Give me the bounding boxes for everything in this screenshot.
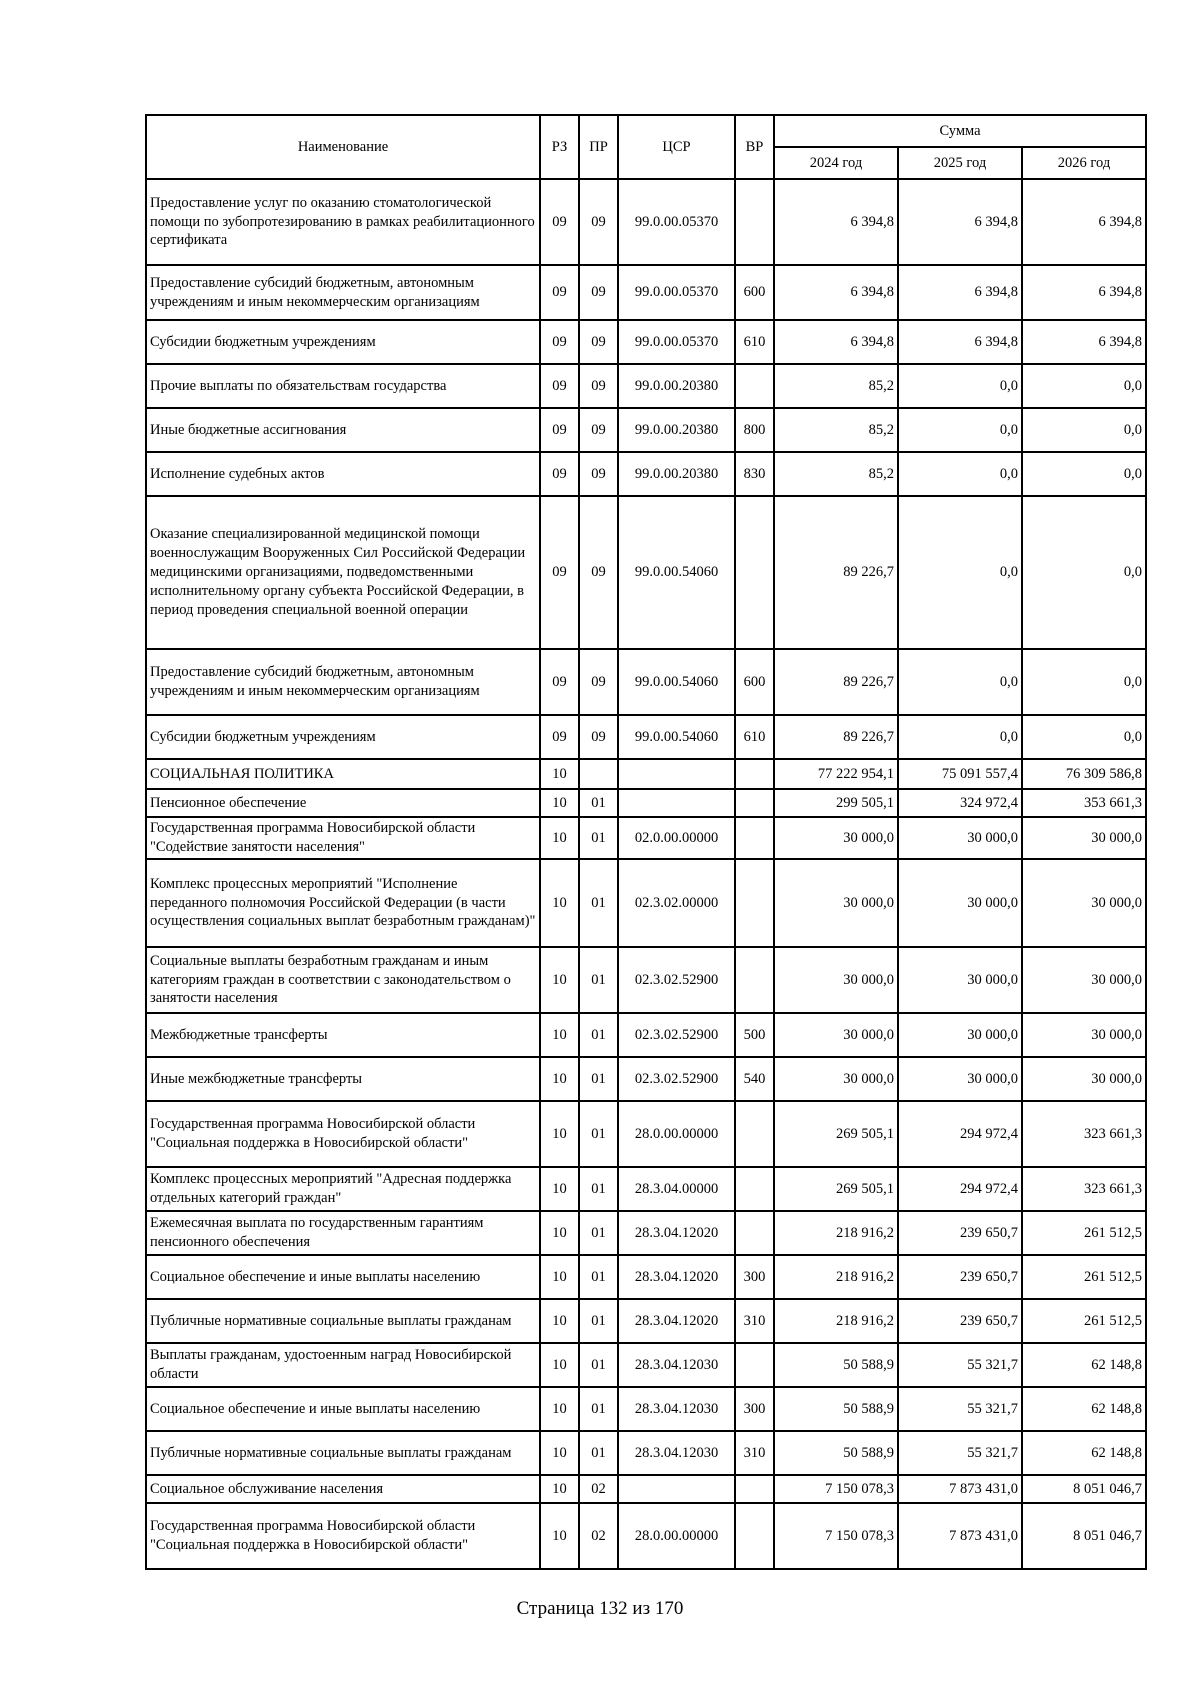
cell-vr: 540 — [735, 1057, 774, 1101]
cell-pr: 01 — [579, 947, 618, 1013]
cell-2024: 218 916,2 — [774, 1211, 898, 1255]
cell-csr: 28.3.04.12020 — [618, 1211, 735, 1255]
table-row — [146, 1211, 1146, 1255]
cell-name: Исполнение судебных актов — [146, 452, 540, 496]
cell-2025: 75 091 557,4 — [898, 759, 1022, 789]
cell-rz: 10 — [540, 1503, 579, 1569]
cell-2026: 76 309 586,8 — [1022, 759, 1146, 789]
cell-2026: 62 148,8 — [1022, 1431, 1146, 1475]
table-row — [146, 1475, 1146, 1503]
cell-2026: 62 148,8 — [1022, 1343, 1146, 1387]
cell-csr: 02.3.02.52900 — [618, 1057, 735, 1101]
table-row — [146, 817, 1146, 859]
table-row — [146, 715, 1146, 759]
cell-2024: 50 588,9 — [774, 1343, 898, 1387]
cell-2024: 85,2 — [774, 364, 898, 408]
cell-vr — [735, 179, 774, 265]
cell-rz: 10 — [540, 1211, 579, 1255]
cell-2024: 89 226,7 — [774, 496, 898, 649]
cell-2025: 294 972,4 — [898, 1167, 1022, 1211]
cell-csr: 28.3.04.12030 — [618, 1343, 735, 1387]
cell-vr — [735, 1167, 774, 1211]
cell-2024: 30 000,0 — [774, 1013, 898, 1057]
cell-2025: 239 650,7 — [898, 1255, 1022, 1299]
cell-csr: 02.3.02.52900 — [618, 947, 735, 1013]
cell-pr: 01 — [579, 1255, 618, 1299]
cell-vr: 500 — [735, 1013, 774, 1057]
cell-name: Публичные нормативные социальные выплаты гражданам — [146, 1431, 540, 1475]
cell-pr: 01 — [579, 1013, 618, 1057]
cell-2025: 7 873 431,0 — [898, 1503, 1022, 1569]
header-csr: ЦСР — [618, 115, 735, 179]
cell-csr: 28.3.04.12020 — [618, 1255, 735, 1299]
budget-table — [145, 114, 1147, 1570]
table-row — [146, 1503, 1146, 1569]
cell-2025: 324 972,4 — [898, 789, 1022, 817]
cell-name: Ежемесячная выплата по государственным гарантиям пенсионного обеспечения — [146, 1211, 540, 1255]
cell-csr: 28.3.04.12020 — [618, 1299, 735, 1343]
cell-2024: 85,2 — [774, 408, 898, 452]
table-row — [146, 1299, 1146, 1343]
cell-csr: 99.0.00.20380 — [618, 408, 735, 452]
cell-csr: 02.3.02.52900 — [618, 1013, 735, 1057]
cell-2026: 8 051 046,7 — [1022, 1503, 1146, 1569]
cell-name: Иные бюджетные ассигнования — [146, 408, 540, 452]
cell-2026: 0,0 — [1022, 649, 1146, 715]
cell-csr — [618, 759, 735, 789]
cell-csr: 28.0.00.00000 — [618, 1101, 735, 1167]
cell-rz: 10 — [540, 1299, 579, 1343]
table-row — [146, 1255, 1146, 1299]
cell-vr — [735, 1343, 774, 1387]
table-row — [146, 265, 1146, 320]
cell-rz: 10 — [540, 859, 579, 947]
cell-vr: 300 — [735, 1255, 774, 1299]
cell-rz: 10 — [540, 817, 579, 859]
cell-rz: 09 — [540, 452, 579, 496]
cell-vr: 300 — [735, 1387, 774, 1431]
table-row — [146, 408, 1146, 452]
cell-2024: 7 150 078,3 — [774, 1475, 898, 1503]
cell-2025: 30 000,0 — [898, 859, 1022, 947]
cell-vr: 600 — [735, 265, 774, 320]
cell-csr: 99.0.00.20380 — [618, 364, 735, 408]
cell-pr: 09 — [579, 649, 618, 715]
cell-name: Социальное обеспечение и иные выплаты населению — [146, 1387, 540, 1431]
cell-rz: 09 — [540, 364, 579, 408]
cell-rz: 09 — [540, 320, 579, 364]
cell-2026: 0,0 — [1022, 364, 1146, 408]
cell-2025: 30 000,0 — [898, 1013, 1022, 1057]
cell-pr: 01 — [579, 1167, 618, 1211]
cell-rz: 10 — [540, 1387, 579, 1431]
cell-csr: 28.0.00.00000 — [618, 1503, 735, 1569]
cell-name: Субсидии бюджетным учреждениям — [146, 320, 540, 364]
cell-2025: 0,0 — [898, 408, 1022, 452]
cell-2026: 323 661,3 — [1022, 1101, 1146, 1167]
cell-pr: 09 — [579, 364, 618, 408]
cell-2026: 261 512,5 — [1022, 1211, 1146, 1255]
cell-2024: 269 505,1 — [774, 1167, 898, 1211]
cell-pr: 09 — [579, 715, 618, 759]
cell-2025: 0,0 — [898, 715, 1022, 759]
cell-2026: 261 512,5 — [1022, 1255, 1146, 1299]
cell-pr: 01 — [579, 1431, 618, 1475]
cell-2024: 7 150 078,3 — [774, 1503, 898, 1569]
table-row — [146, 320, 1146, 364]
cell-name: Государственная программа Новосибирской области "Социальная поддержка в Новосибирской области" — [146, 1101, 540, 1167]
table-row — [146, 496, 1146, 649]
cell-2024: 6 394,8 — [774, 265, 898, 320]
cell-rz: 10 — [540, 1255, 579, 1299]
cell-pr: 09 — [579, 408, 618, 452]
cell-vr: 610 — [735, 320, 774, 364]
table-body — [146, 179, 1146, 1569]
table-row — [146, 649, 1146, 715]
header-name: Наименование — [146, 115, 540, 179]
cell-name: Оказание специализированной медицинской помощи военнослужащим Вооруженных Сил Российской Федерации медицинскими организациями, подведомственными исполнительному органу субъекта Российской Федерации, в период проведения специальной военной операции — [146, 496, 540, 649]
cell-pr — [579, 759, 618, 789]
cell-2025: 30 000,0 — [898, 817, 1022, 859]
cell-rz: 09 — [540, 179, 579, 265]
table-row — [146, 859, 1146, 947]
cell-vr — [735, 1503, 774, 1569]
cell-2024: 89 226,7 — [774, 649, 898, 715]
cell-2026: 30 000,0 — [1022, 1013, 1146, 1057]
cell-name: Государственная программа Новосибирской области "Социальная поддержка в Новосибирской области" — [146, 1503, 540, 1569]
cell-2024: 85,2 — [774, 452, 898, 496]
cell-pr: 09 — [579, 496, 618, 649]
cell-name: Социальное обслуживание населения — [146, 1475, 540, 1503]
cell-rz: 10 — [540, 1013, 579, 1057]
table-row — [146, 1013, 1146, 1057]
cell-vr — [735, 1101, 774, 1167]
cell-2024: 6 394,8 — [774, 179, 898, 265]
table-row — [146, 1057, 1146, 1101]
cell-vr — [735, 859, 774, 947]
cell-vr: 600 — [735, 649, 774, 715]
cell-pr: 09 — [579, 179, 618, 265]
header-year-2024: 2024 год — [774, 147, 898, 179]
cell-name: Социальные выплаты безработным гражданам и иным категориям граждан в соответствии с законодательством о занятости населения — [146, 947, 540, 1013]
cell-rz: 10 — [540, 789, 579, 817]
cell-2025: 30 000,0 — [898, 1057, 1022, 1101]
header-vr: ВР — [735, 115, 774, 179]
cell-csr: 28.3.04.00000 — [618, 1167, 735, 1211]
cell-vr: 830 — [735, 452, 774, 496]
cell-2024: 77 222 954,1 — [774, 759, 898, 789]
page-number: Страница 132 из 170 — [516, 1598, 684, 1619]
cell-name: Выплаты гражданам, удостоенным наград Новосибирской области — [146, 1343, 540, 1387]
cell-rz: 10 — [540, 759, 579, 789]
cell-2025: 6 394,8 — [898, 265, 1022, 320]
cell-rz: 09 — [540, 408, 579, 452]
cell-csr: 99.0.00.54060 — [618, 715, 735, 759]
cell-vr — [735, 817, 774, 859]
cell-2025: 55 321,7 — [898, 1343, 1022, 1387]
cell-pr: 01 — [579, 1211, 618, 1255]
cell-vr: 800 — [735, 408, 774, 452]
cell-2025: 0,0 — [898, 364, 1022, 408]
cell-name: Прочие выплаты по обязательствам государства — [146, 364, 540, 408]
cell-vr — [735, 1211, 774, 1255]
cell-2026: 261 512,5 — [1022, 1299, 1146, 1343]
cell-2024: 299 505,1 — [774, 789, 898, 817]
cell-name: Предоставление субсидий бюджетным, автономным учреждениям и иным некоммерческим организациям — [146, 265, 540, 320]
cell-rz: 10 — [540, 947, 579, 1013]
cell-2026: 30 000,0 — [1022, 859, 1146, 947]
cell-pr: 01 — [579, 859, 618, 947]
cell-pr: 09 — [579, 320, 618, 364]
cell-rz: 09 — [540, 649, 579, 715]
cell-2026: 353 661,3 — [1022, 789, 1146, 817]
cell-name: Комплекс процессных мероприятий "Адресная поддержка отдельных категорий граждан" — [146, 1167, 540, 1211]
table-row — [146, 1431, 1146, 1475]
cell-vr: 610 — [735, 715, 774, 759]
cell-pr: 09 — [579, 452, 618, 496]
cell-name: Государственная программа Новосибирской области "Содействие занятости населения" — [146, 817, 540, 859]
cell-rz: 10 — [540, 1167, 579, 1211]
cell-2025: 6 394,8 — [898, 179, 1022, 265]
cell-2026: 30 000,0 — [1022, 947, 1146, 1013]
cell-pr: 01 — [579, 1057, 618, 1101]
cell-pr: 01 — [579, 789, 618, 817]
cell-csr: 02.0.00.00000 — [618, 817, 735, 859]
table-row — [146, 1167, 1146, 1211]
cell-2025: 6 394,8 — [898, 320, 1022, 364]
table-row — [146, 1387, 1146, 1431]
cell-2025: 294 972,4 — [898, 1101, 1022, 1167]
header-pr: ПР — [579, 115, 618, 179]
cell-rz: 09 — [540, 496, 579, 649]
cell-2025: 0,0 — [898, 452, 1022, 496]
cell-rz: 10 — [540, 1101, 579, 1167]
cell-2024: 50 588,9 — [774, 1431, 898, 1475]
cell-2026: 30 000,0 — [1022, 817, 1146, 859]
cell-2024: 30 000,0 — [774, 859, 898, 947]
cell-2024: 269 505,1 — [774, 1101, 898, 1167]
header-year-2025: 2025 год — [898, 147, 1022, 179]
cell-csr: 99.0.00.54060 — [618, 649, 735, 715]
cell-name: Социальное обеспечение и иные выплаты населению — [146, 1255, 540, 1299]
cell-pr: 01 — [579, 817, 618, 859]
cell-2025: 0,0 — [898, 649, 1022, 715]
cell-vr: 310 — [735, 1299, 774, 1343]
cell-2024: 89 226,7 — [774, 715, 898, 759]
cell-pr: 09 — [579, 265, 618, 320]
cell-2025: 55 321,7 — [898, 1387, 1022, 1431]
cell-2025: 7 873 431,0 — [898, 1475, 1022, 1503]
cell-vr — [735, 1475, 774, 1503]
cell-2026: 8 051 046,7 — [1022, 1475, 1146, 1503]
cell-2024: 218 916,2 — [774, 1299, 898, 1343]
cell-2024: 30 000,0 — [774, 817, 898, 859]
cell-2024: 30 000,0 — [774, 947, 898, 1013]
table-row — [146, 364, 1146, 408]
cell-rz: 10 — [540, 1343, 579, 1387]
cell-csr: 99.0.00.05370 — [618, 320, 735, 364]
cell-vr — [735, 789, 774, 817]
cell-2026: 0,0 — [1022, 408, 1146, 452]
cell-2026: 30 000,0 — [1022, 1057, 1146, 1101]
cell-2025: 55 321,7 — [898, 1431, 1022, 1475]
cell-vr — [735, 759, 774, 789]
cell-name: Субсидии бюджетным учреждениям — [146, 715, 540, 759]
cell-csr: 99.0.00.20380 — [618, 452, 735, 496]
cell-2024: 50 588,9 — [774, 1387, 898, 1431]
cell-2024: 6 394,8 — [774, 320, 898, 364]
cell-name: Межбюджетные трансферты — [146, 1013, 540, 1057]
cell-pr: 02 — [579, 1503, 618, 1569]
cell-rz: 09 — [540, 265, 579, 320]
cell-name: Публичные нормативные социальные выплаты гражданам — [146, 1299, 540, 1343]
cell-csr: 99.0.00.05370 — [618, 265, 735, 320]
cell-rz: 10 — [540, 1431, 579, 1475]
cell-vr: 310 — [735, 1431, 774, 1475]
cell-name: Пенсионное обеспечение — [146, 789, 540, 817]
cell-2025: 0,0 — [898, 496, 1022, 649]
cell-2024: 218 916,2 — [774, 1255, 898, 1299]
cell-2026: 6 394,8 — [1022, 265, 1146, 320]
cell-name: Иные межбюджетные трансферты — [146, 1057, 540, 1101]
table-row — [146, 179, 1146, 265]
table-row — [146, 1343, 1146, 1387]
table-row — [146, 789, 1146, 817]
cell-name: Предоставление субсидий бюджетным, автономным учреждениям и иным некоммерческим организациям — [146, 649, 540, 715]
cell-2025: 239 650,7 — [898, 1299, 1022, 1343]
cell-2026: 0,0 — [1022, 715, 1146, 759]
cell-name: СОЦИАЛЬНАЯ ПОЛИТИКА — [146, 759, 540, 789]
cell-2026: 323 661,3 — [1022, 1167, 1146, 1211]
cell-name: Комплекс процессных мероприятий "Исполнение переданного полномочия Российской Федерации (в части осуществления социальных выплат безработным гражданам)" — [146, 859, 540, 947]
cell-rz: 10 — [540, 1057, 579, 1101]
cell-pr: 01 — [579, 1101, 618, 1167]
cell-csr: 99.0.00.05370 — [618, 179, 735, 265]
header-year-2026: 2026 год — [1022, 147, 1146, 179]
cell-2026: 6 394,8 — [1022, 179, 1146, 265]
cell-2026: 0,0 — [1022, 496, 1146, 649]
cell-csr: 28.3.04.12030 — [618, 1431, 735, 1475]
table-row — [146, 1101, 1146, 1167]
cell-pr: 01 — [579, 1343, 618, 1387]
cell-csr: 99.0.00.54060 — [618, 496, 735, 649]
header-rz: РЗ — [540, 115, 579, 179]
cell-csr: 28.3.04.12030 — [618, 1387, 735, 1431]
cell-rz: 10 — [540, 1475, 579, 1503]
table-row — [146, 452, 1146, 496]
cell-vr — [735, 364, 774, 408]
cell-2026: 0,0 — [1022, 452, 1146, 496]
cell-csr — [618, 789, 735, 817]
cell-name: Предоставление услуг по оказанию стоматологической помощи по зубопротезированию в рамках реабилитационного сертификата — [146, 179, 540, 265]
cell-pr: 02 — [579, 1475, 618, 1503]
cell-2026: 6 394,8 — [1022, 320, 1146, 364]
cell-vr — [735, 496, 774, 649]
cell-csr: 02.3.02.00000 — [618, 859, 735, 947]
cell-pr: 01 — [579, 1387, 618, 1431]
table-row — [146, 759, 1146, 789]
cell-2025: 239 650,7 — [898, 1211, 1022, 1255]
cell-csr — [618, 1475, 735, 1503]
header-sum: Сумма — [774, 115, 1146, 147]
cell-2026: 62 148,8 — [1022, 1387, 1146, 1431]
cell-vr — [735, 947, 774, 1013]
cell-2024: 30 000,0 — [774, 1057, 898, 1101]
cell-rz: 09 — [540, 715, 579, 759]
cell-pr: 01 — [579, 1299, 618, 1343]
cell-2025: 30 000,0 — [898, 947, 1022, 1013]
table-row — [146, 947, 1146, 1013]
